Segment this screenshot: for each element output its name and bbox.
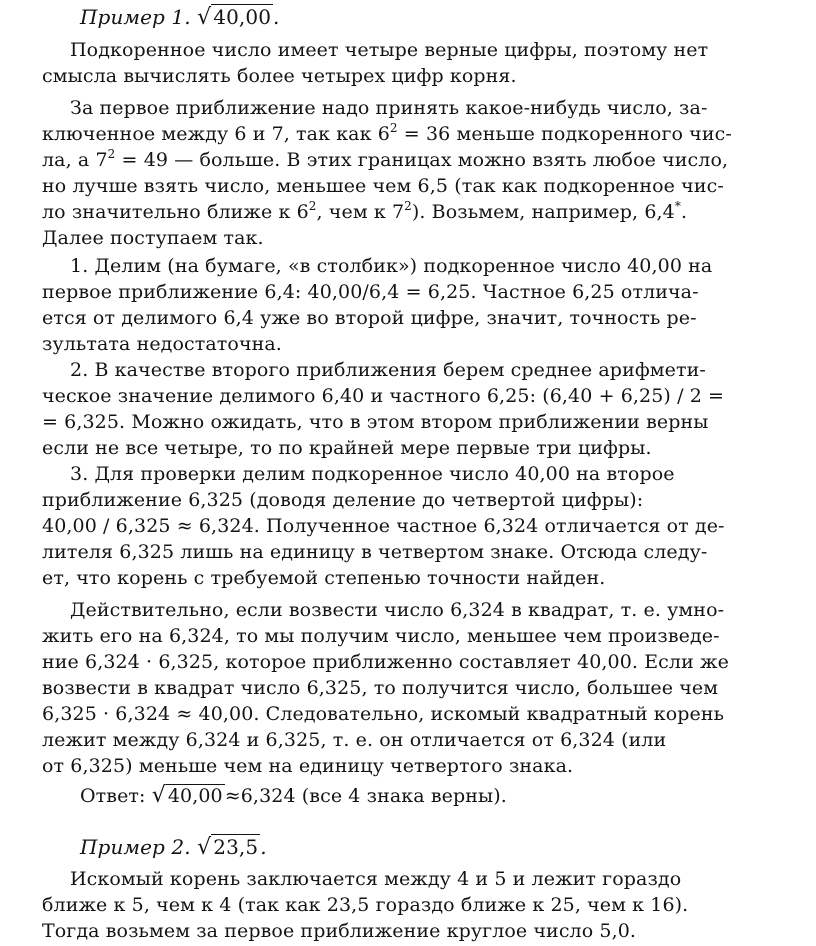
step-1-line: 1. Делим (на бумаге, «в столбик») подкоренное число 40,00 на [70, 255, 713, 277]
first-approx-line: ключенное между 6 и 7, так как $6^2 = 36$ меньше подкоренного чис- [42, 121, 732, 145]
step-1-line: первое приближение 6,4: 40,00/6,4 = 6,25. Частное 6,25 отлича- [42, 281, 699, 303]
verification-line: жить его на 6,324, то мы получим число, меньшее чем произведе- [42, 625, 720, 647]
first-approx-line: За первое приближение надо принять какое-нибудь число, за- [70, 97, 708, 119]
step-3-line: 40,00 / 6,325 ≈ 6,324. Полученное частное 6,324 отличается от де- [42, 515, 725, 537]
intro-line: смысла вычислять более четырех цифр корня. [42, 65, 517, 87]
sqrt-symbol: √ 40,00 [151, 783, 223, 808]
intro-line: Подкоренное число имеет четыре верные цифры, поэтому нет [70, 39, 709, 61]
verification-line: возвести в квадрат число 6,325, то получится число, большее чем [42, 677, 719, 699]
verification-line: Действительно, если возвести число 6,324 в квадрат, т. е. умно- [70, 599, 725, 621]
verification-line: лежит между 6,324 и 6,325, т. е. он отличается от 6,324 (или [42, 729, 667, 751]
example-2-line: Искомый корень заключается между 4 и 5 и лежит гораздо [70, 868, 682, 890]
answer-line: Ответ: √ 40,00 ≈6,324 (все 4 знака верны). [80, 783, 507, 808]
example-2-heading: Пример 2. √ 23,5 . [80, 835, 267, 860]
sqrt-symbol: √ 23,5 [197, 835, 259, 860]
step-3-line: ет, что корень с требуемой степенью точности найден. [42, 567, 606, 589]
first-approx-line: Далее поступаем так. [42, 227, 264, 249]
step-3-line: лителя 6,325 лишь на единицу в четвертом знаке. Отсюда следу- [42, 541, 708, 563]
verification-line: от 6,325) меньше чем на единицу четвертого знака. [42, 755, 574, 777]
step-2-line: если не все четыре, то по крайней мере первые три цифры. [42, 437, 652, 459]
step-2-line: = 6,325. Можно ожидать, что в этом втором приближении верны [42, 411, 709, 433]
first-approx-line: но лучше взять число, меньшее чем 6,5 (так как подкоренное чис- [42, 175, 724, 197]
step-3-line: приближение 6,325 (доводя деление до четвертой цифры): [42, 489, 644, 511]
first-approx-line: ла, а $7^2 = 49$ — больше. В этих границах можно взять любое число, [42, 147, 729, 171]
verification-line: 6,325 · 6,324 ≈ 40,00. Следовательно, искомый квадратный корень [42, 703, 725, 725]
step-3-line: 3. Для проверки делим подкоренное число 40,00 на второе [70, 463, 675, 485]
verification-line: ние 6,324 · 6,325, которое приближенно составляет 40,00. Если же [42, 651, 729, 673]
step-1-line: ется от делимого 6,4 уже во второй цифре, значит, точность ре- [42, 307, 697, 329]
example-2-line: ближе к 5, чем к 4 (так как 23,5 гораздо ближе к 25, чем к 16). [42, 894, 689, 916]
first-approx-line: ло значительно ближе к $6^2$, чем к $7^2$). Возьмем, например, 6,4*. [42, 199, 688, 223]
step-2-line: 2. В качестве второго приближения берем среднее арифмети- [70, 359, 706, 381]
step-1-line: зультата недостаточна. [42, 333, 282, 355]
example-2-line: Тогда возьмем за первое приближение круглое число 5,0. [42, 920, 637, 942]
example-1-heading: Пример 1. √ 40,00 . [80, 5, 280, 30]
sqrt-symbol: √ 40,00 [197, 5, 272, 30]
step-2-line: ческое значение делимого 6,40 и частного 6,25: (6,40 + 6,25) / 2 = [42, 385, 725, 407]
